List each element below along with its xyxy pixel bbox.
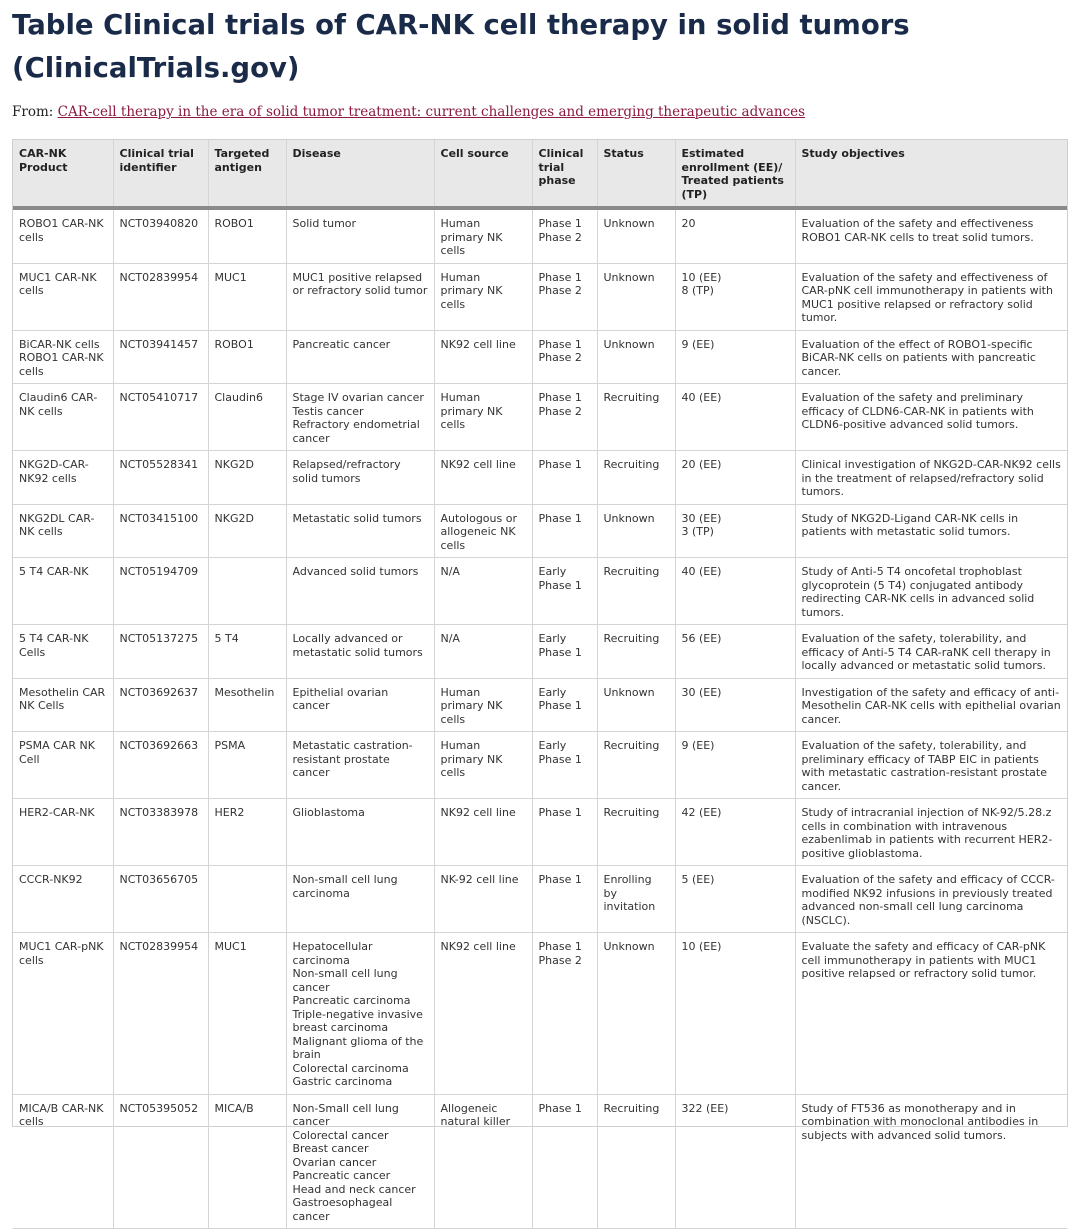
table-row <box>13 799 1067 866</box>
cell-cell-source: N/A <box>434 625 532 679</box>
cell-product: CCCR-NK92 <box>13 866 113 933</box>
cell-cell-source: NK-92 cell line <box>434 866 532 933</box>
cell-antigen <box>208 558 286 625</box>
cell-antigen: NKG2D <box>208 451 286 505</box>
table-row <box>13 732 1067 799</box>
cell-antigen: Claudin6 <box>208 384 286 451</box>
cell-phase: Phase 1 Phase 2 <box>532 933 597 1095</box>
cell-trial-id: NCT05194709 <box>113 558 208 625</box>
cell-phase: Phase 1 <box>532 1094 597 1229</box>
column-header-disease: Disease <box>286 140 434 208</box>
cell-enrollment: 30 (EE) 3 (TP) <box>675 504 795 558</box>
cell-enrollment: 20 (EE) <box>675 451 795 505</box>
table-row <box>13 384 1067 451</box>
cell-enrollment: 5 (EE) <box>675 866 795 933</box>
cell-antigen: MICA/B <box>208 1094 286 1229</box>
cell-cell-source: Autologous or allogeneic NK cells <box>434 504 532 558</box>
table-row <box>13 330 1067 384</box>
cell-cell-source: Human primary NK cells <box>434 208 532 263</box>
column-header-antigen: Targeted antigen <box>208 140 286 208</box>
cell-enrollment: 20 <box>675 208 795 263</box>
column-header-objectives: Study objectives <box>795 140 1067 208</box>
cell-objectives: Evaluation of the safety and effectiveness of CAR-pNK cell immunotherapy in patients with MUC1 positive relapsed or refractory solid tumor. <box>795 263 1067 330</box>
cell-cell-source: Human primary NK cells <box>434 384 532 451</box>
cell-status: Recruiting <box>597 625 675 679</box>
cell-trial-id: NCT03656705 <box>113 866 208 933</box>
cell-trial-id: NCT05395052 <box>113 1094 208 1229</box>
cell-trial-id: NCT03415100 <box>113 504 208 558</box>
cell-phase: Phase 1 <box>532 799 597 866</box>
cell-disease: Locally advanced or metastatic solid tumors <box>286 625 434 679</box>
cell-objectives: Study of Anti-5 T4 oncofetal trophoblast glycoprotein (5 T4) conjugated antibody redirecting CAR-NK cells in advanced solid tumors. <box>795 558 1067 625</box>
cell-disease: Hepatocellular carcinoma Non-small cell lung cancer Pancreatic carcinoma Triple-negative invasive breast carcinoma Malignant glioma of the brain Colorectal carcinoma Gastric carcinoma <box>286 933 434 1095</box>
cell-objectives: Investigation of the safety and efficacy of anti-Mesothelin CAR-NK cells with epithelial ovarian cancer. <box>795 678 1067 732</box>
cell-objectives: Evaluation of the safety and effectiveness ROBO1 CAR-NK cells to treat solid tumors. <box>795 208 1067 263</box>
cell-status: Unknown <box>597 330 675 384</box>
cell-antigen: ROBO1 <box>208 330 286 384</box>
from-label: From: <box>12 104 54 120</box>
cell-enrollment: 56 (EE) <box>675 625 795 679</box>
cell-trial-id: NCT02839954 <box>113 263 208 330</box>
trials-table-container <box>12 139 1068 1223</box>
cell-antigen: HER2 <box>208 799 286 866</box>
cell-antigen: ROBO1 <box>208 208 286 263</box>
cell-enrollment: 9 (EE) <box>675 732 795 799</box>
cell-product: HER2-CAR-NK <box>13 799 113 866</box>
cell-cell-source: Human primary NK cells <box>434 678 532 732</box>
cell-status: Recruiting <box>597 384 675 451</box>
trials-table <box>13 140 1067 1229</box>
cell-status: Unknown <box>597 933 675 1095</box>
cell-disease: Advanced solid tumors <box>286 558 434 625</box>
cell-status: Enrolling by invitation <box>597 866 675 933</box>
cell-cell-source: N/A <box>434 558 532 625</box>
cell-phase: Phase 1 Phase 2 <box>532 330 597 384</box>
cell-product: MUC1 CAR-pNK cells <box>13 933 113 1095</box>
column-header-trial-id: Clinical trial identifier <box>113 140 208 208</box>
cell-cell-source: Allogeneic natural killer <box>434 1094 532 1229</box>
cell-product: Claudin6 CAR-NK cells <box>13 384 113 451</box>
cell-cell-source: NK92 cell line <box>434 933 532 1095</box>
cell-status: Recruiting <box>597 799 675 866</box>
cell-product: NKG2D-CAR-NK92 cells <box>13 451 113 505</box>
cell-enrollment: 40 (EE) <box>675 384 795 451</box>
cell-disease: Non-small cell lung carcinoma <box>286 866 434 933</box>
cell-product: MUC1 CAR-NK cells <box>13 263 113 330</box>
table-row <box>13 263 1067 330</box>
cell-product: 5 T4 CAR-NK Cells <box>13 625 113 679</box>
cell-trial-id: NCT03692637 <box>113 678 208 732</box>
cell-objectives: Evaluation of the safety and preliminary efficacy of CLDN6-CAR-NK in patients with CLDN6-positive advanced solid tumors. <box>795 384 1067 451</box>
cell-objectives: Study of FT536 as monotherapy and in combination with monoclonal antibodies in subjects with advanced solid tumors. <box>795 1094 1067 1229</box>
table-row <box>13 558 1067 625</box>
cell-disease: Pancreatic cancer <box>286 330 434 384</box>
cell-objectives: Evaluation of the safety and efficacy of CCCR-modified NK92 infusions in previously treated advanced non-small cell lung carcinoma (NSCLC). <box>795 866 1067 933</box>
cell-cell-source: NK92 cell line <box>434 330 532 384</box>
cell-cell-source: NK92 cell line <box>434 799 532 866</box>
column-header-cell-source: Cell source <box>434 140 532 208</box>
cell-product: 5 T4 CAR-NK <box>13 558 113 625</box>
cell-phase: Phase 1 <box>532 451 597 505</box>
cell-enrollment: 40 (EE) <box>675 558 795 625</box>
cell-product: Mesothelin CAR NK Cells <box>13 678 113 732</box>
cell-objectives: Study of intracranial injection of NK-92/5.28.z cells in combination with intravenous ezabenlimab in patients with recurrent HER2-positive glioblastoma. <box>795 799 1067 866</box>
cell-enrollment: 10 (EE) 8 (TP) <box>675 263 795 330</box>
source-article-link[interactable]: CAR-cell therapy in the era of solid tumor treatment: current challenges and emerging therapeutic advances <box>57 104 806 120</box>
cell-status: Recruiting <box>597 451 675 505</box>
header-row <box>13 140 1067 208</box>
cell-product: MICA/B CAR-NK cells <box>13 1094 113 1229</box>
cell-cell-source: NK92 cell line <box>434 451 532 505</box>
cell-objectives: Evaluation of the safety, tolerability, and preliminary efficacy of TABP EIC in patients with metastatic castration-resistant prostate cancer. <box>795 732 1067 799</box>
cell-disease: Glioblastoma <box>286 799 434 866</box>
table-row <box>13 678 1067 732</box>
cell-disease: Metastatic solid tumors <box>286 504 434 558</box>
cell-phase: Early Phase 1 <box>532 625 597 679</box>
cell-antigen: Mesothelin <box>208 678 286 732</box>
cell-phase: Early Phase 1 <box>532 558 597 625</box>
cell-disease: Non-Small cell lung cancer Colorectal cancer Breast cancer Ovarian cancer Pancreatic cancer Head and neck cancer Gastroesophageal cancer <box>286 1094 434 1229</box>
cell-enrollment: 9 (EE) <box>675 330 795 384</box>
table-row <box>13 1094 1067 1229</box>
table-row <box>13 208 1067 263</box>
cell-phase: Phase 1 <box>532 866 597 933</box>
cell-trial-id: NCT03940820 <box>113 208 208 263</box>
cell-disease: Relapsed/refractory solid tumors <box>286 451 434 505</box>
cell-trial-id: NCT05410717 <box>113 384 208 451</box>
cell-disease: Stage IV ovarian cancer Testis cancer Refractory endometrial cancer <box>286 384 434 451</box>
column-header-phase: Clinical trial phase <box>532 140 597 208</box>
table-row <box>13 625 1067 679</box>
cell-objectives: Study of NKG2D-Ligand CAR-NK cells in patients with metastatic solid tumors. <box>795 504 1067 558</box>
table-row <box>13 451 1067 505</box>
cell-status: Unknown <box>597 263 675 330</box>
cell-status: Recruiting <box>597 1094 675 1229</box>
cell-trial-id: NCT03383978 <box>113 799 208 866</box>
table-header <box>13 140 1067 208</box>
source-line <box>12 104 805 120</box>
cell-trial-id: NCT03941457 <box>113 330 208 384</box>
cell-phase: Phase 1 Phase 2 <box>532 384 597 451</box>
cell-trial-id: NCT05528341 <box>113 451 208 505</box>
cell-product: ROBO1 CAR-NK cells <box>13 208 113 263</box>
cell-trial-id: NCT03692663 <box>113 732 208 799</box>
cell-enrollment: 10 (EE) <box>675 933 795 1095</box>
cell-product: PSMA CAR NK Cell <box>13 732 113 799</box>
table-row <box>13 933 1067 1095</box>
cell-disease: Solid tumor <box>286 208 434 263</box>
cell-phase: Phase 1 Phase 2 <box>532 208 597 263</box>
cell-objectives: Evaluation of the safety, tolerability, and efficacy of Anti-5 T4 CAR-raNK cell therapy in locally advanced or metastatic solid tumors. <box>795 625 1067 679</box>
cell-phase: Early Phase 1 <box>532 678 597 732</box>
table-row <box>13 504 1067 558</box>
cell-cell-source: Human primary NK cells <box>434 263 532 330</box>
cell-phase: Phase 1 Phase 2 <box>532 263 597 330</box>
cell-antigen <box>208 866 286 933</box>
cell-phase: Phase 1 <box>532 504 597 558</box>
cell-cell-source: Human primary NK cells <box>434 732 532 799</box>
cell-trial-id: NCT02839954 <box>113 933 208 1095</box>
table-body <box>13 208 1067 1229</box>
cell-enrollment: 30 (EE) <box>675 678 795 732</box>
cell-enrollment: 322 (EE) <box>675 1094 795 1229</box>
cell-status: Recruiting <box>597 558 675 625</box>
cell-disease: Metastatic castration-resistant prostate cancer <box>286 732 434 799</box>
cell-objectives: Clinical investigation of NKG2D-CAR-NK92 cells in the treatment of relapsed/refractory solid tumors. <box>795 451 1067 505</box>
cell-phase: Early Phase 1 <box>532 732 597 799</box>
cell-status: Unknown <box>597 678 675 732</box>
cell-product: NKG2DL CAR-NK cells <box>13 504 113 558</box>
column-header-product: CAR-NK Product <box>13 140 113 208</box>
cell-product: BiCAR-NK cells ROBO1 CAR-NK cells <box>13 330 113 384</box>
cell-trial-id: NCT05137275 <box>113 625 208 679</box>
cell-antigen: 5 T4 <box>208 625 286 679</box>
cell-status: Unknown <box>597 208 675 263</box>
cell-enrollment: 42 (EE) <box>675 799 795 866</box>
cell-antigen: MUC1 <box>208 933 286 1095</box>
cell-status: Unknown <box>597 504 675 558</box>
cell-antigen: MUC1 <box>208 263 286 330</box>
cell-status: Recruiting <box>597 732 675 799</box>
column-header-status: Status <box>597 140 675 208</box>
column-header-enrollment: Estimated enrollment (EE)/ Treated patients (TP) <box>675 140 795 208</box>
cell-disease: Epithelial ovarian cancer <box>286 678 434 732</box>
cell-antigen: NKG2D <box>208 504 286 558</box>
cell-disease: MUC1 positive relapsed or refractory solid tumor <box>286 263 434 330</box>
table-row <box>13 866 1067 933</box>
cell-antigen: PSMA <box>208 732 286 799</box>
cell-objectives: Evaluate the safety and efficacy of CAR-pNK cell immunotherapy in patients with MUC1 positive relapsed or refractory solid tumor. <box>795 933 1067 1095</box>
cell-objectives: Evaluation of the effect of ROBO1-specific BiCAR-NK cells on patients with pancreatic cancer. <box>795 330 1067 384</box>
page-title: Table Clinical trials of CAR-NK cell therapy in solid tumors (ClinicalTrials.gov) <box>12 9 910 84</box>
